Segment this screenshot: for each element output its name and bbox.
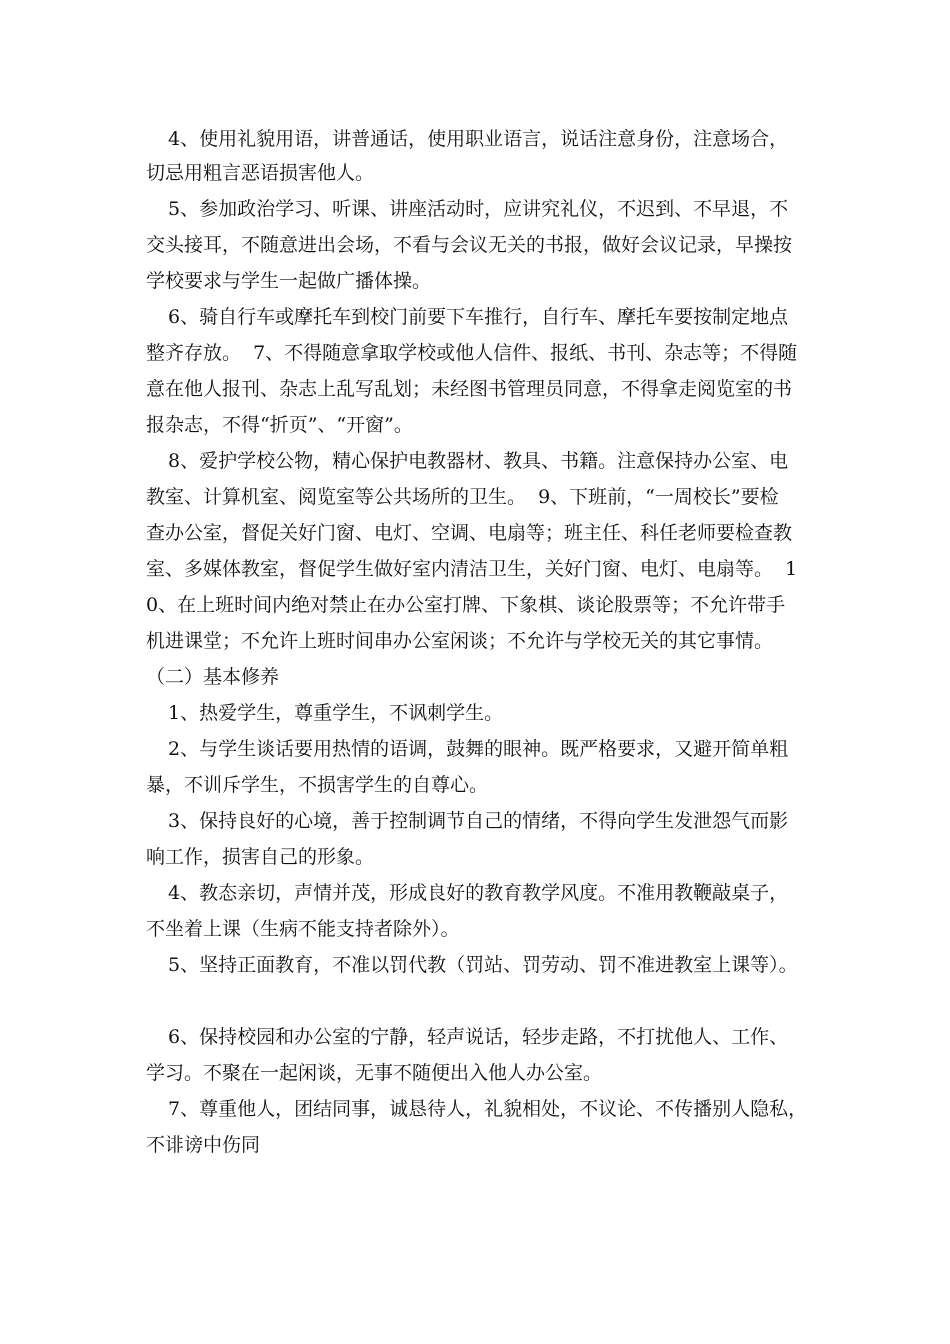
text-line: 0、在上班时间内绝对禁止在办公室打牌、下象棋、谈论股票等；不允许带手 [146, 594, 786, 616]
text-line: 7、尊重他人，团结同事，诚恳待人，礼貌相处，不议论、不传播别人隐私， [168, 1098, 808, 1120]
text-line: 6、保持校园和办公室的宁静，轻声说话，轻步走路，不打扰他人、工作、 [168, 1026, 789, 1048]
text-line: 4、使用礼貌用语，讲普通话，使用职业语言，说话注意身份，注意场合， [168, 128, 789, 150]
text-line: 5、坚持正面教育，不准以罚代教（罚站、罚劳动、罚不准进教室上课等）。 [168, 954, 798, 976]
text-line: 查办公室，督促关好门窗、电灯、空调、电扇等；班主任、科任老师要检查教 [146, 522, 793, 544]
text-line: 4、教态亲切，声情并茂，形成良好的教育教学风度。不准用教鞭敲桌子， [168, 882, 789, 904]
text-line: 整齐存放。 7、不得随意拿取学校或他人信件、报纸、书刊、杂志等；不得随 [146, 342, 798, 364]
text-line: 教室、计算机室、阅览室等公共场所的卫生。 9、下班前，“一周校长”要检 [146, 486, 779, 508]
text-line: 2、与学生谈话要用热情的语调，鼓舞的眼神。既严格要求，又避开简单粗 [168, 738, 789, 760]
text-line: 报杂志，不得“折页”、“开窗”。 [146, 414, 413, 436]
text-line: 6、骑自行车或摩托车到校门前要下车推行，自行车、摩托车要按制定地点 [168, 306, 789, 328]
text-line: 学校要求与学生一起做广播体操。 [146, 270, 432, 292]
text-line: 暴，不训斥学生，不损害学生的自尊心。 [146, 774, 489, 796]
text-line: 不坐着上课（生病不能支持者除外）。 [146, 918, 460, 940]
text-line: 意在他人报刊、杂志上乱写乱划；未经图书管理员同意，不得拿走阅览室的书 [146, 378, 793, 400]
text-line: 响工作，损害自己的形象。 [146, 846, 375, 868]
section-heading: （二）基本修养 [146, 666, 280, 688]
text-line: 室、多媒体教室，督促学生做好室内清洁卫生，关好门窗、电灯、电扇等。 1 [146, 558, 798, 580]
text-line: 不诽谤中伤同 [146, 1134, 261, 1156]
text-line: 1、热爱学生，尊重学生，不讽刺学生。 [168, 702, 504, 724]
text-line: 学习。不聚在一起闲谈，无事不随便出入他人办公室。 [146, 1062, 603, 1084]
text-line: 8、爱护学校公物，精心保护电教器材、教具、书籍。注意保持办公室、电 [168, 450, 789, 472]
text-line: 机进课堂；不允许上班时间串办公室闲谈；不允许与学校无关的其它事情。 [146, 630, 774, 652]
text-line: 交头接耳，不随意进出会场，不看与会议无关的书报，做好会议记录，早操按 [146, 234, 793, 256]
text-line: 3、保持良好的心境，善于控制调节自己的情绪，不得向学生发泄怨气而影 [168, 810, 789, 832]
text-line: 切忌用粗言恶语损害他人。 [146, 162, 375, 184]
text-line: 5、参加政治学习、听课、讲座活动时，应讲究礼仪，不迟到、不早退，不 [168, 198, 789, 220]
